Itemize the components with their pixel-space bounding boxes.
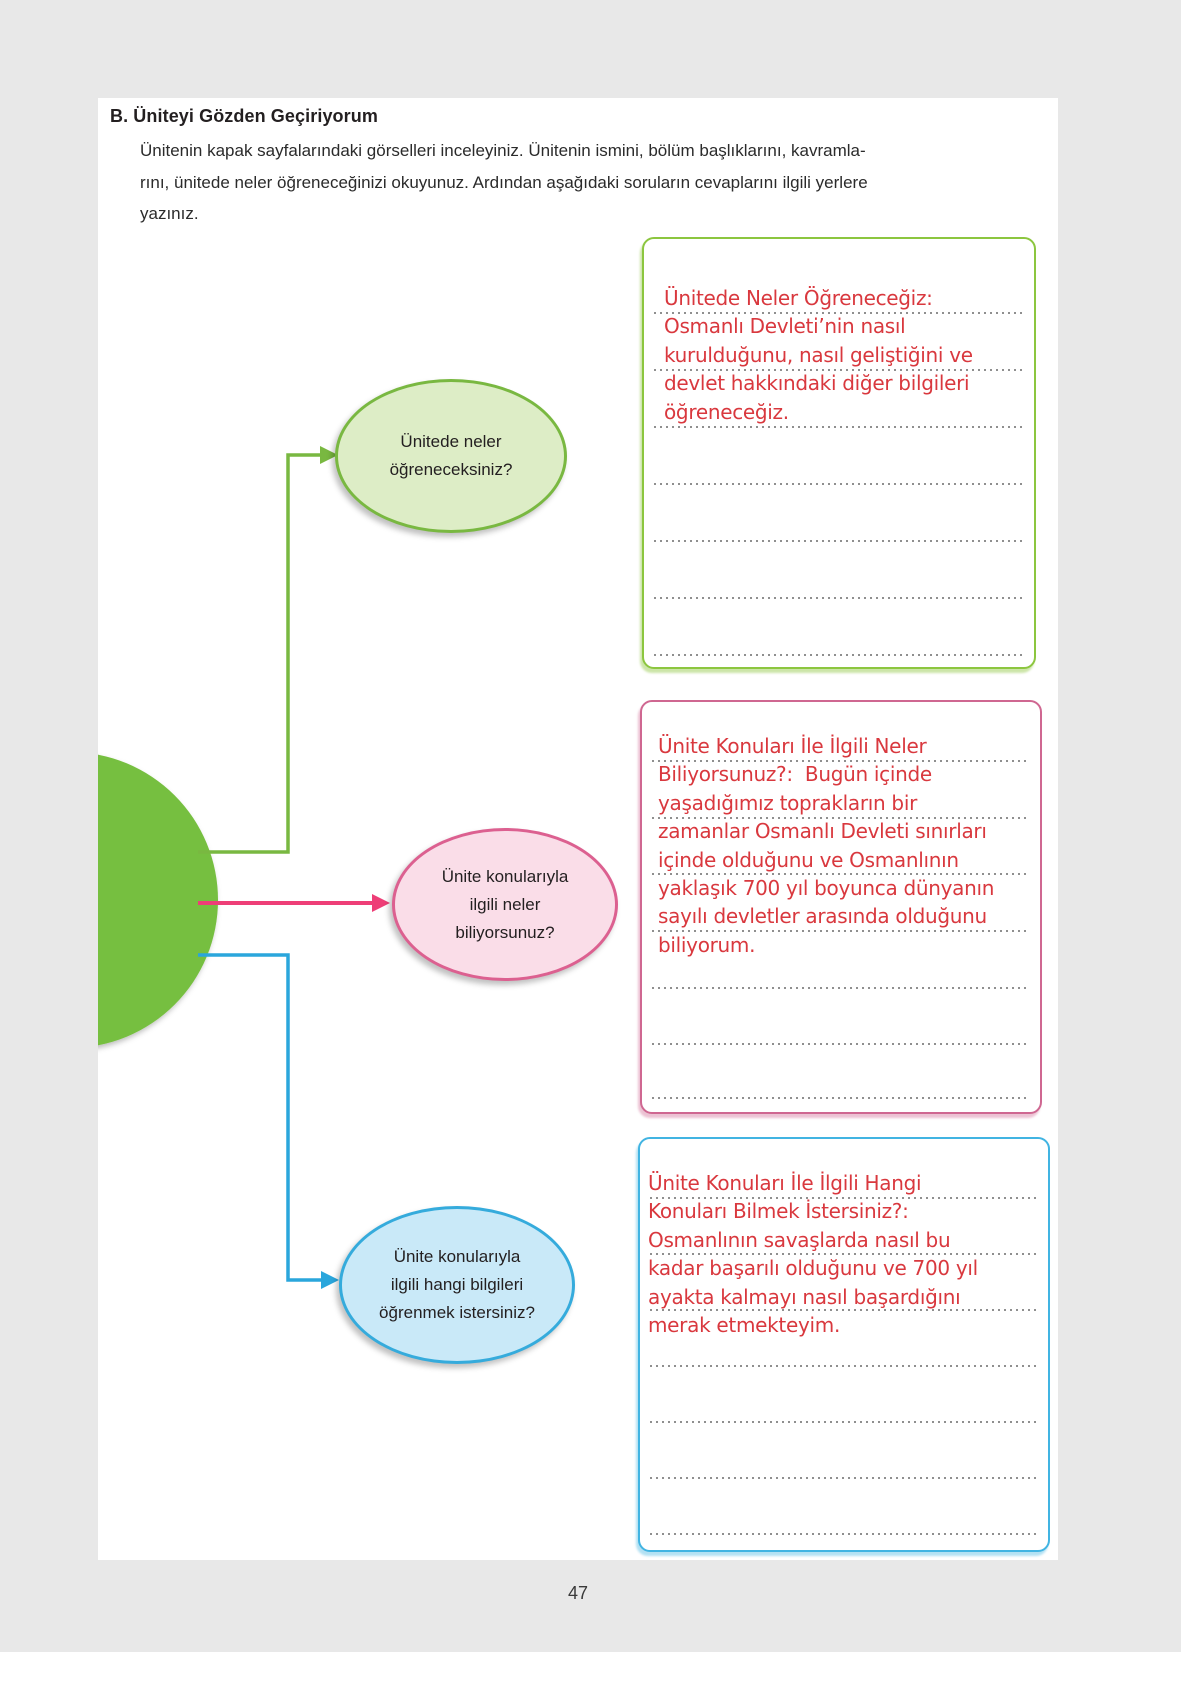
intro-line: Ünitenin kapak sayfalarındaki görselleri inceleyiniz. Ünitenin ismini, bölüm başlıklarını, kavramla- (140, 141, 866, 160)
hub-half-circle (98, 752, 218, 1048)
dotted-writing-line (650, 1365, 1038, 1367)
dotted-writing-line (650, 1477, 1038, 1479)
page-number: 47 (567, 1583, 589, 1603)
handwritten-answer: Ünite Konuları İle İlgili Hangi Konuları Bilmek İstersiniz?: Osmanlının savaşlarda nasıl bu kadar başarılı olduğunu ve 700 yıl ayakta kalmayı nasıl başardığını merak etmekteyim. (648, 1171, 978, 1338)
question-oval-what-want (339, 1206, 575, 1364)
dotted-writing-line (654, 654, 1024, 656)
handwritten-answer: Ünitede Neler Öğreneceğiz: Osmanlı Devleti’nin nasıl kurulduğunu, nasıl geliştiğini ve devlet hakkındaki diğer bilgileri öğreneceğiz. (664, 286, 973, 424)
oval-question-text: Ünitede neler öğreneceksiniz? (389, 432, 513, 479)
handwritten-answer: Ünite Konuları İle İlgili Neler Biliyorsunuz?: Bugün içinde yaşadığımız toprakların bir zamanlar Osmanlı Devleti sınırları içinde olduğunu ve Osmanlının yaklaşık 700 yıl boyunca dünyanın sayılı devletler arasında olduğunu biliyorum. (658, 734, 995, 957)
blue-connector-line (198, 955, 323, 1280)
section-heading: B. Üniteyi Gözden Geçiriyorum (110, 106, 378, 126)
question-oval-what-will-learn (335, 379, 567, 533)
oval-question-text: Ünite konularıyla ilgili hangi bilgileri öğrenmek istersiniz? (379, 1247, 535, 1322)
question-oval-what-know (392, 828, 618, 981)
next-page-edge (0, 1652, 1181, 1683)
oval-question-text: Ünite konularıyla ilgili neler biliyorsunuz? (441, 866, 569, 942)
answer-box-what-know (640, 700, 1042, 1114)
dotted-writing-line (652, 987, 1030, 989)
green-connector-line (198, 455, 322, 852)
blue-arrowhead-icon (321, 1271, 339, 1289)
dotted-writing-line (654, 426, 1024, 428)
workbook-page (98, 98, 1058, 1560)
dotted-writing-line (654, 540, 1024, 542)
dotted-writing-line (654, 597, 1024, 599)
dotted-writing-line (652, 1043, 1030, 1045)
dotted-writing-line (650, 1421, 1038, 1423)
answer-box-what-want (638, 1137, 1050, 1552)
answer-box-what-will-learn (642, 237, 1036, 669)
dotted-writing-line (650, 1533, 1038, 1535)
dotted-writing-line (654, 483, 1024, 485)
dotted-writing-line (652, 1097, 1030, 1099)
pink-arrowhead-icon (372, 894, 390, 912)
intro-line: rını, ünitede neler öğreneceğinizi okuyunuz. Ardından aşağıdaki soruların cevaplarını ilgili yerlere (140, 172, 868, 192)
intro-line: yazınız. (140, 204, 199, 223)
